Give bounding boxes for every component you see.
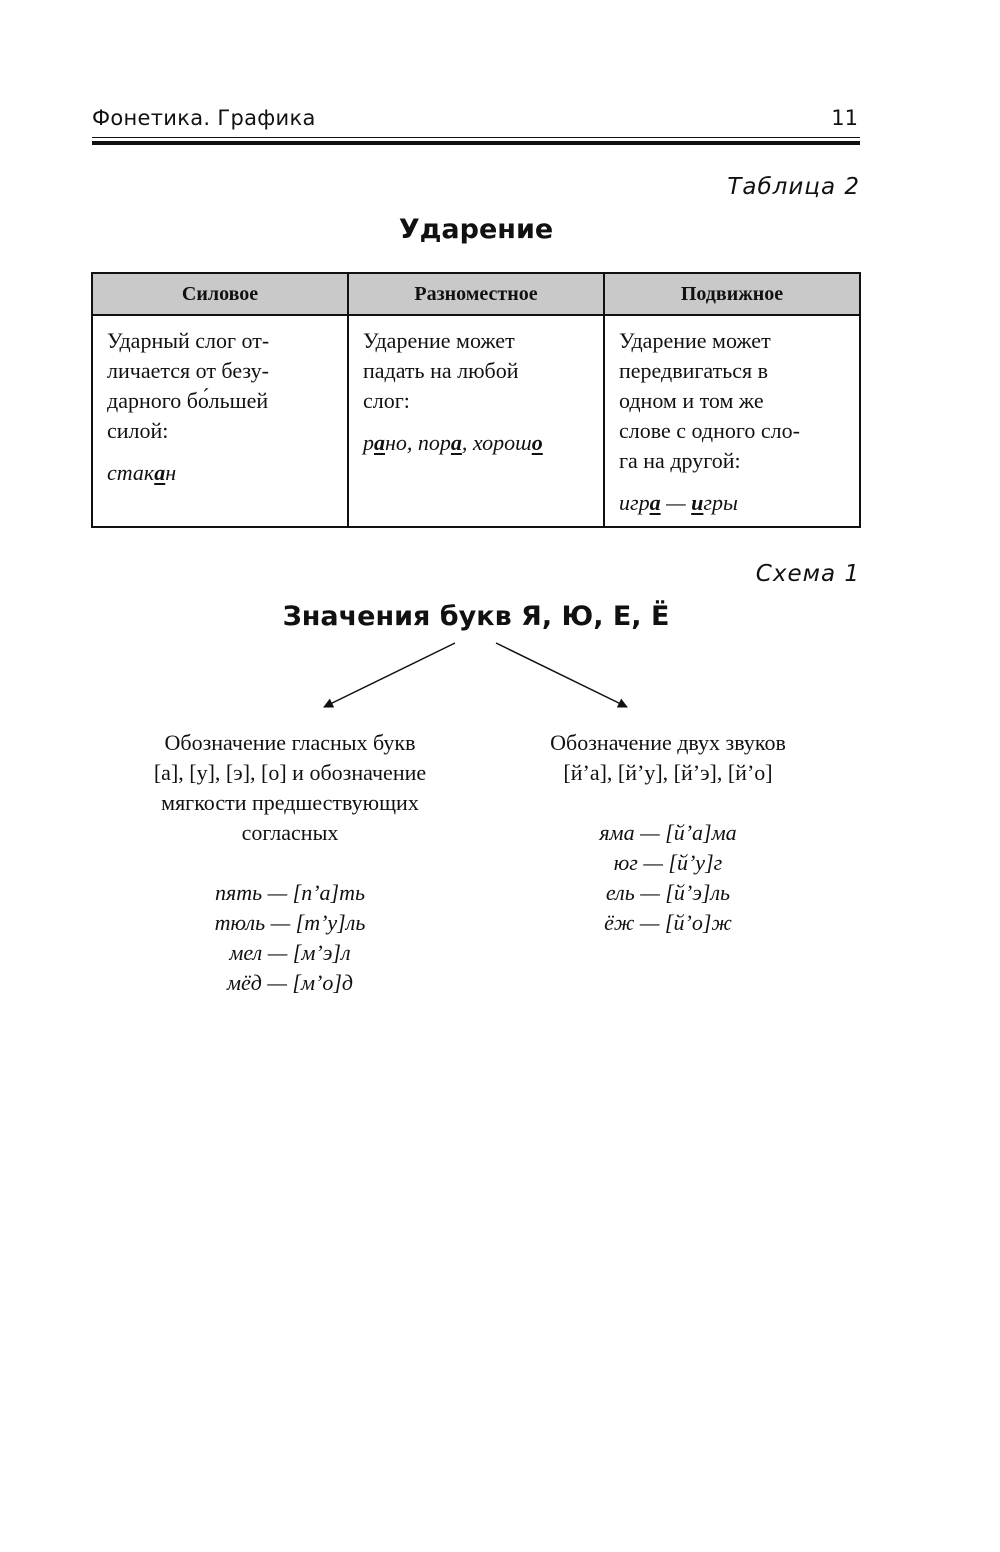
text-line: [а], [у], [э], [о] и обозначение	[153, 760, 427, 785]
table-heading: Ударение	[398, 214, 554, 245]
text-line: слог:	[363, 388, 410, 413]
cell-example	[107, 458, 339, 488]
example-line: тюль — [т’у]ль	[214, 910, 366, 935]
example-text: игр	[619, 490, 650, 515]
stressed-vowel: а	[374, 430, 385, 455]
header-rule-thin	[92, 137, 860, 138]
text-line: передвигаться в	[619, 358, 769, 383]
scheme-label: Схема 1	[755, 561, 860, 587]
stressed-vowel: а	[154, 460, 166, 485]
page-header	[92, 106, 860, 136]
text-line: Обозначение гласных букв	[164, 730, 416, 755]
example-text: —	[660, 490, 692, 515]
text-line: мягкости предшествующих	[161, 790, 419, 815]
column-header-power: Силовое	[92, 273, 348, 315]
example-line: мел — [м’э]л	[229, 940, 351, 965]
text-line: Ударение может	[363, 328, 515, 353]
text-line: слове с одного сло-	[619, 418, 800, 443]
text-line: га на другой:	[619, 448, 741, 473]
text-line: Ударение может	[619, 328, 771, 353]
example-text: р	[363, 430, 374, 455]
arrow-left	[324, 643, 455, 707]
text-line: согласных	[241, 820, 339, 845]
stressed-vowel: а	[450, 430, 462, 455]
scheme-right-branch	[498, 728, 838, 938]
column-header-mobile: Подвижное	[604, 273, 860, 315]
example-line: ель — [й’э]ль	[605, 880, 731, 905]
table-cell-power	[92, 315, 348, 527]
example-text: но, пор	[385, 430, 451, 455]
stressed-vowel: о	[531, 430, 543, 455]
example-line: яма — [й’а]ма	[599, 820, 737, 845]
text-line: падать на любой	[363, 358, 519, 383]
example-text: гры	[703, 490, 738, 515]
text-line: Обозначение двух звуков	[550, 730, 786, 755]
branch-examples	[100, 878, 480, 998]
text-line: одном и том же	[619, 388, 764, 413]
column-header-free: Разноместное	[348, 273, 604, 315]
branch-examples	[498, 818, 838, 938]
cell-text	[107, 326, 339, 446]
text-line: силой:	[107, 418, 169, 443]
page-number: 11	[831, 106, 858, 130]
text-line: [й’а], [й’у], [й’э], [й’о]	[563, 760, 773, 785]
table-header-row	[92, 273, 860, 315]
arrow-right	[496, 643, 627, 707]
table-cell-free	[348, 315, 604, 527]
text-line: дарного бо́льшей	[107, 388, 269, 413]
example-line: мёд — [м’о]д	[226, 970, 354, 995]
text-line: личается от безу-	[107, 358, 269, 383]
table-cell-mobile	[604, 315, 860, 527]
header-rule-thick	[92, 141, 860, 145]
cell-example	[619, 488, 851, 518]
example-text: стак	[107, 460, 155, 485]
cell-example	[363, 428, 595, 458]
scheme-arrows	[300, 636, 660, 716]
example-text: , хорош	[461, 430, 532, 455]
text-line: Ударный слог от-	[107, 328, 270, 353]
cell-text	[363, 326, 595, 416]
branch-description	[498, 728, 838, 788]
example-text: н	[165, 460, 177, 485]
example-line: пять — [п’а]ть	[214, 880, 366, 905]
table-label: Таблица 2	[727, 174, 860, 200]
scheme-left-branch	[100, 728, 480, 998]
stressed-vowel: и	[691, 490, 704, 515]
running-title: Фонетика. Графика	[92, 106, 316, 130]
example-line: ёж — [й’о]ж	[604, 910, 732, 935]
cell-text	[619, 326, 851, 476]
stressed-vowel: а	[649, 490, 661, 515]
branch-description	[100, 728, 480, 848]
example-line: юг — [й’у]г	[613, 850, 723, 875]
scheme-heading: Значения букв Я, Ю, Е, Ё	[282, 601, 670, 632]
stress-table	[91, 272, 861, 528]
table-body-row	[92, 315, 860, 527]
